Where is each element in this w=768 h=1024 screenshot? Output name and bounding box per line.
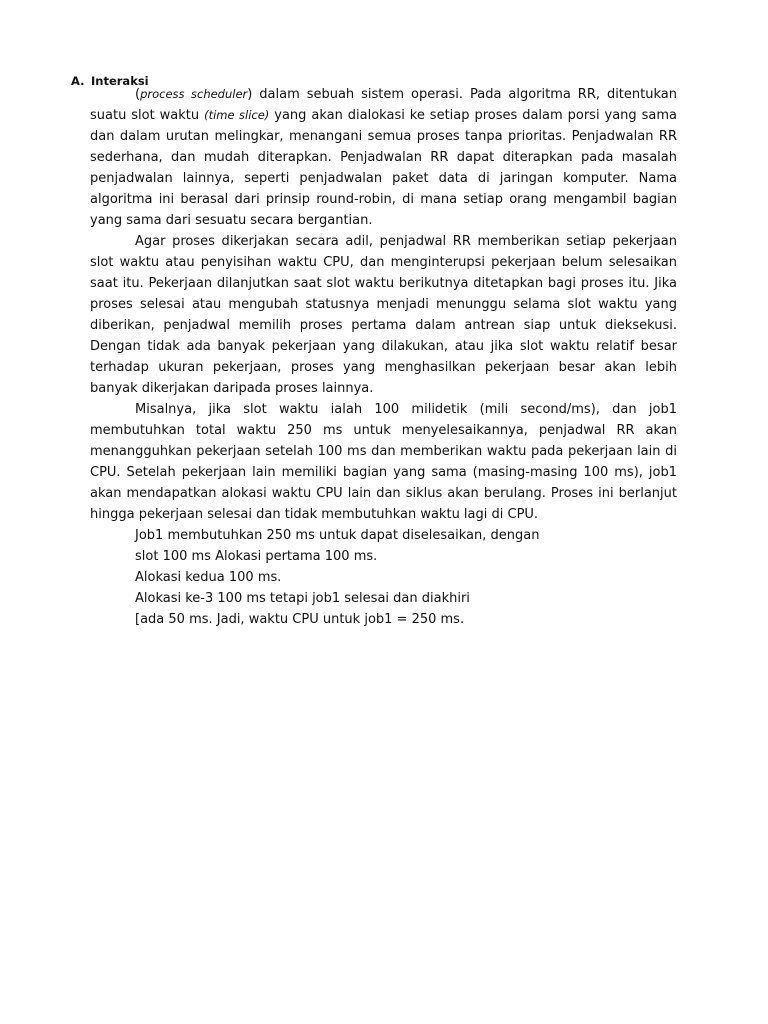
paragraph-3: Misalnya, jika slot waktu ialah 100 milidetik (mili second/ms), dan job1 membutuhkan total waktu 250 ms untuk menyelesaikannya, penjadwal RR akan menangguhkan pekerjaan setelah 100 ms dan memberikan waktu pada pekerjaan lain di CPU. Setelah pekerjaan lain memiliki bagian yang sama (masing-masing 100 ms), job1 akan mendapatkan alokasi waktu CPU lain dan siklus akan berulang. Proses ini berlanjut hingga pekerjaan selesai dan tidak membutuhkan waktu lagi di CPU. (90, 402, 677, 522)
paragraph-2: Agar proses dikerjakan secara adil, penjadwal RR memberikan setiap pekerjaan slot waktu atau penyisihan waktu CPU, dan menginterupsi pekerjaan belum selesaikan saat itu. Pekerjaan dilanjutkan saat slot waktu berikutnya ditetapkan bagi proses itu. Jika proses selesai atau mengubah statusnya menjadi menunggu selama slot waktu yang diberikan, penjadwal memilih proses pertama dalam antrean siap untuk dieksekusi. Dengan tidak ada banyak pekerjaan yang dilakukan, atau jika slot waktu relatif besar terhadap ukuran pekerjaan, proses yang menghasilkan pekerjaan besar akan lebih banyak dikerjakan daripada proses lainnya. (90, 234, 677, 396)
paragraph-1-text-a: ) dalam sebuah sistem operasi. Pada algoritma RR, ditentukan suatu slot waktu (90, 87, 677, 123)
example-line: [ada 50 ms. Jadi, waktu CPU untuk job1 = 250 ms. (135, 612, 465, 627)
section-number: A. (71, 74, 85, 88)
term-process-scheduler: process scheduler (140, 87, 248, 101)
example-line: Alokasi kedua 100 ms. (135, 570, 282, 585)
paragraph-1-text-b: yang akan dialokasi ke setiap proses dalam porsi yang sama dan dalam urutan melingkar, menangani semua proses tanpa prioritas. Penjadwalan RR sederhana, dan mudah diterapkan. Penjadwalan RR dapat diterapkan pada masalah penjadwalan lainnya, seperti penjadwalan paket data di jaringan komputer. Nama algoritma ini berasal dari prinsip round-robin, di mana setiap orang mengambil bagian yang sama dari sesuatu secara bergantian. (90, 108, 677, 228)
term-time-slice: (time slice) (204, 108, 270, 122)
example-line: Alokasi ke-3 100 ms tetapi job1 selesai dan diakhiri (135, 591, 470, 606)
paragraph-1 (90, 84, 677, 231)
example-line: slot 100 ms Alokasi pertama 100 ms. (135, 549, 378, 564)
document-body (90, 84, 677, 630)
paragraph-1-open-paren: ( (135, 87, 141, 102)
section-title: Interaksi (91, 74, 149, 88)
example-lines (135, 525, 677, 630)
example-line: Job1 membutuhkan 250 ms untuk dapat diselesaikan, dengan (135, 528, 540, 543)
